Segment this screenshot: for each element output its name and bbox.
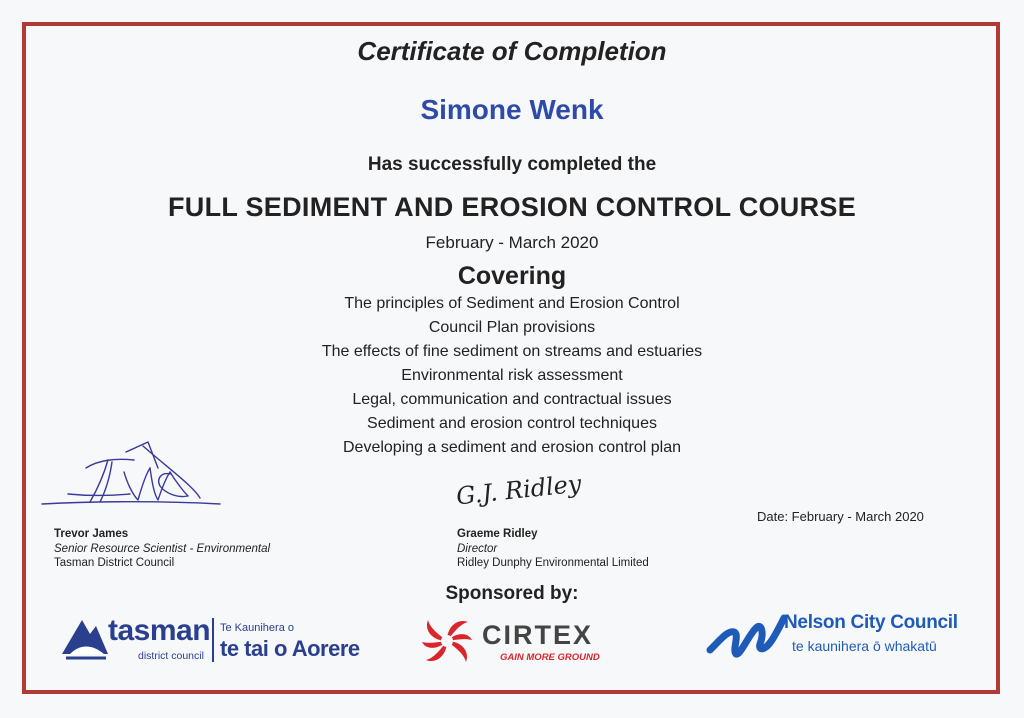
tasman-subtext: district council — [138, 650, 204, 662]
tasman-logo — [60, 612, 370, 672]
tasman-maori-large: te tai o Aorere — [220, 636, 360, 661]
signatory-left-organisation: Tasman District Council — [54, 557, 175, 569]
completion-statement: Has successfully completed the — [367, 154, 657, 175]
covering-heading: Covering — [457, 262, 567, 290]
nelson-n-icon — [706, 610, 786, 664]
signatory-middle-name: Graeme Ridley — [457, 528, 538, 540]
completion-date: Date: February - March 2020 — [757, 509, 924, 524]
tasman-divider — [212, 618, 214, 662]
topic-item: Developing a sediment and erosion control plan — [343, 439, 681, 456]
certificate-title: Certificate of Completion — [357, 36, 667, 66]
recipient-name: Simone Wenk — [420, 94, 604, 125]
signatory-left-name: Trevor James — [54, 528, 129, 540]
signature-trevor-james — [38, 438, 228, 516]
topic-item: The effects of fine sediment on streams and estuaries — [321, 343, 703, 360]
topic-item: Legal, communication and contractual issues — [352, 391, 672, 408]
cirtex-logo — [420, 612, 635, 670]
course-dates: February - March 2020 — [425, 233, 599, 252]
nelson-maori-name: te kaunihera ō whakatū — [792, 638, 937, 654]
cirtex-wordmark: CIRTEX — [482, 620, 594, 650]
topics-list — [0, 292, 1024, 460]
signatory-middle-organisation: Ridley Dunphy Environmental Limited — [457, 557, 649, 569]
tasman-mountain-icon — [60, 614, 110, 662]
topic-item: The principles of Sediment and Erosion Control — [344, 295, 680, 312]
sponsored-heading: Sponsored by: — [445, 583, 579, 604]
topic-item: Environmental risk assessment — [401, 367, 623, 384]
signatory-left-title: Senior Resource Scientist - Environmental — [54, 542, 271, 555]
topic-item: Council Plan provisions — [428, 319, 596, 336]
tasman-wordmark: tasman — [108, 614, 211, 647]
topic-item: Sediment and erosion control techniques — [367, 415, 657, 432]
signatory-middle-title: Director — [457, 542, 498, 555]
cirtex-tagline: GAIN MORE GROUND — [500, 652, 600, 663]
nelson-name: Nelson City Council — [784, 612, 958, 633]
signature-graeme-ridley: G.J. Ridley — [454, 469, 583, 511]
course-name: FULL SEDIMENT AND EROSION CONTROL COURSE — [167, 192, 857, 222]
signatory-middle — [457, 527, 649, 571]
nelson-logo — [706, 604, 966, 670]
tasman-maori-small: Te Kaunihera o — [220, 622, 294, 634]
cirtex-swirl-icon — [420, 614, 474, 668]
signatory-left — [54, 527, 270, 571]
